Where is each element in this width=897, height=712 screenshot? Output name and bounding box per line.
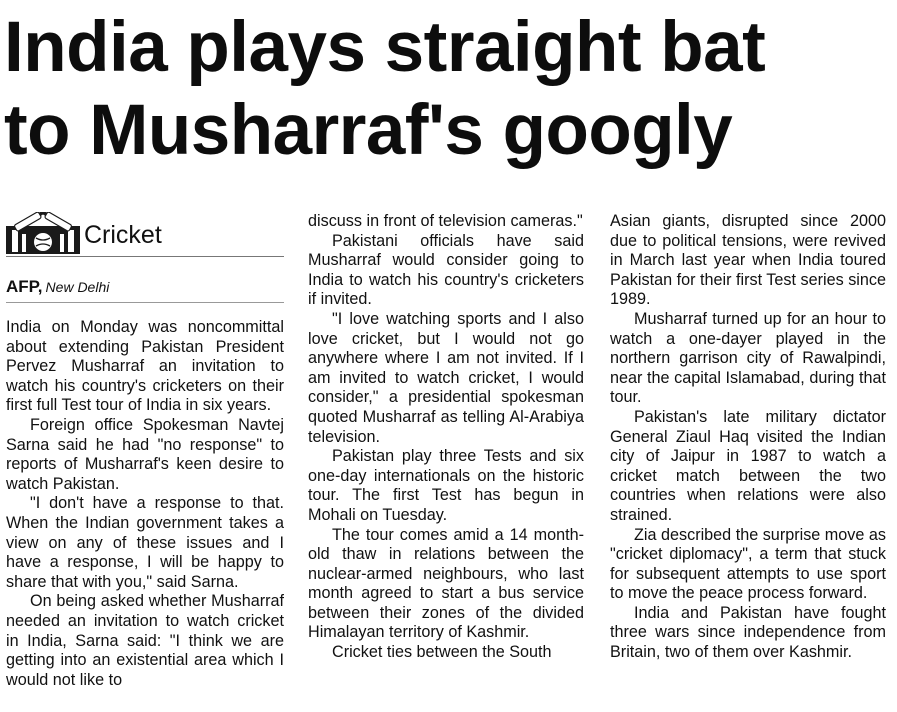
paragraph: Foreign office Spokesman Navtej Sarna said he had "no response" to reports of Musharraf's keen desire to watch Pakistan.: [6, 415, 284, 493]
paragraph: India and Pakistan have fought three wars since independence from Britain, two of them over Kashmir.: [610, 603, 886, 662]
headline: [4, 6, 894, 172]
byline-agency: AFP,: [6, 277, 43, 296]
section-header: [6, 212, 284, 257]
byline-divider: [6, 302, 284, 303]
paragraph: India on Monday was noncommittal about extending Pakistan President Pervez Musharraf an invitation to watch his country's cricketers on their first full Test tour of India in six years.: [6, 318, 284, 415]
paragraph: "I love watching sports and I also love cricket, but I would not go anywhere where I am not invited. If I am invited to watch cricket, I would consider," a presidential spokesman quoted Musharraf as telling Al-Arabiya television.: [308, 309, 584, 446]
byline-dateline: New Delhi: [45, 279, 110, 295]
byline: [6, 277, 284, 303]
article-column-2: [308, 212, 584, 712]
cricket-bats-ball-icon: [6, 212, 80, 254]
paragraph: discuss in front of television cameras.": [308, 212, 583, 230]
paragraph: On being asked whether Musharraf needed an invitation to watch cricket in India, Sarna said: "I think we are getting into an existential area which I would not like to: [6, 592, 284, 689]
paragraph: "I don't have a response to that. When the Indian government takes a view on any of these issues and I have a response, I will be happy to share that with you," said Sarna.: [6, 494, 284, 591]
article-column-3: [610, 212, 886, 712]
headline-line-1: India plays straight bat: [4, 8, 766, 87]
paragraph: Asian giants, disrupted since 2000 due to political tensions, were revived in March last year when India toured Pakistan for their first Test series since 1989.: [610, 212, 886, 309]
article-column-1: [6, 212, 284, 712]
headline-line-2: to Musharraf's googly: [4, 91, 733, 170]
paragraph: Musharraf turned up for an hour to watch a one-dayer played in the northern garrison city of Rawalpindi, near the capital Islamabad, during that tour.: [610, 309, 886, 407]
paragraph: Pakistan's late military dictator General Ziaul Haq visited the Indian city of Jaipur in 1987 to watch a cricket match between the two countries when relations were also strained.: [610, 407, 886, 524]
paragraph: Pakistan play three Tests and six one-day internationals on the historic tour. The first Test has begun in Mohali on Tuesday.: [308, 447, 584, 524]
section-label: Cricket: [84, 221, 162, 249]
paragraph: Zia described the surprise move as "cricket diplomacy", a term that stuck for subsequent attempts to use sport to move the peace process forward.: [610, 525, 886, 603]
paragraph: Cricket ties between the South: [332, 643, 552, 662]
paragraph: Pakistani officials have said Musharraf would consider going to India to watch his country's cricketers if invited.: [308, 231, 584, 309]
paragraph: The tour comes amid a 14 month-old thaw in relations between the nuclear-armed neighbours, who last month agreed to start a bus service between their zones of the divided Himalayan territory of Kashmir.: [308, 525, 584, 642]
